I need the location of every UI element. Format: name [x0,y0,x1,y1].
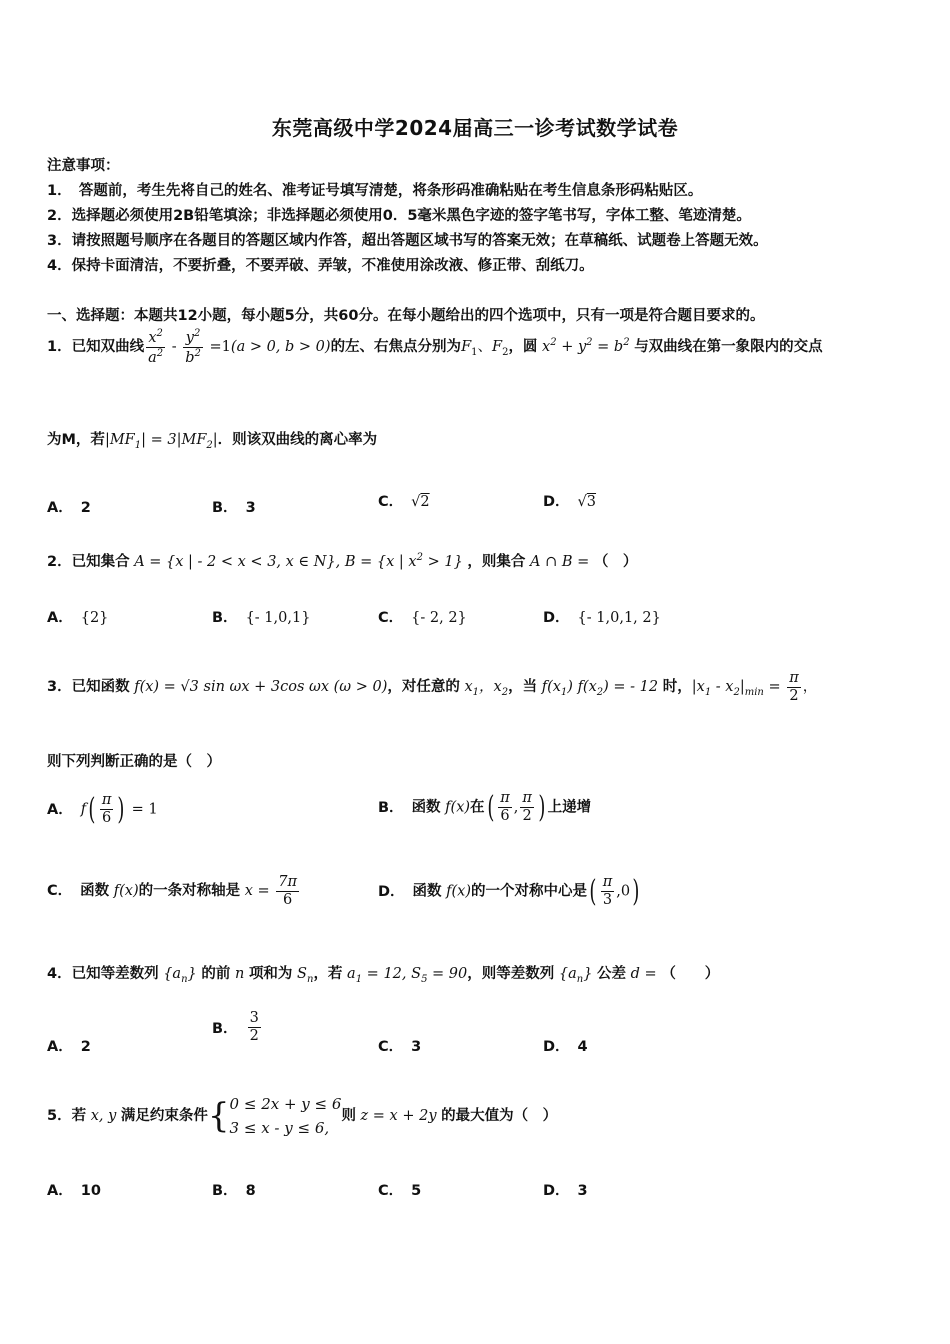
question-4: 4．已知等差数列 $\{a_n\}$ 的前 n 项和为 $S_n$，若 $a_1 = 12$, $S_5 = 90$，则等差数列 $\{a_n\}$ 公差 d = （ ） [47,966,720,985]
q3-option-b[interactable]: B． 函数 f(x)在( $\frac{\pi}{6}$ , $\frac{\pi}{2}$ ) 上递增 [378,790,592,825]
q5-tail: 的最大值为（ ） [441,1108,558,1124]
q5-prefix: 5．若 [47,1108,87,1124]
question-2: 2．已知集合 A = {x | - 2 < x < 3, x ∈ N}, B = {x | $x^2 > 1$} ，则集合 A ∩ B = （ ） [47,552,638,570]
q4-prefix: 4．已知等差数列 [47,966,159,982]
q2-prefix: 2．已知集合 [47,554,130,570]
question-3-line2: 则下列判断正确的是（ ） [47,754,221,770]
page-title: 东莞高级中学2024届高三一诊考试数学试卷 [271,116,679,140]
notice-item: 2．选择题必须使用2B铅笔填涂；非选择题必须使用0．5毫米黑色字迹的签字笔书写，字体工整、笔迹清楚。 [47,208,751,224]
q1-mid: 的左、右焦点分别为 [330,339,462,355]
q2-option-a[interactable]: A． {2} [47,610,109,626]
q1-frac-x: $\frac{x^2}{a^2}$ [148,328,164,366]
q1-option-a[interactable]: A． 2 [47,500,91,516]
notice-item: 3．请按照题号顺序在各题目的答题区域内作答，超出答题区域书写的答案无效；在草稿纸、试题卷上答题无效。 [47,233,768,249]
q5-option-a[interactable]: A． 10 [47,1183,101,1199]
question-1-line2: 为M，若$|MF_1| = 3|MF_2|$．则该双曲线的离心率为 [47,432,378,451]
question-1: 1．已知双曲线 $\frac{x^2}{a^2}$ - $\frac{y^2}{b^2}$ =1(a > 0, b > 0)的左、右焦点分别为$F_1$、$F_2$，圆 $x^2 + y^2 = b^2$ 与双曲线在第一象限内的交点 [47,328,823,366]
notice-item: 4．保持卡面清洁，不要折叠，不要弄破、弄皱，不准使用涂改液、修正带、刮纸刀。 [47,258,594,274]
q5-mid: 满足约束条件 [120,1108,208,1124]
q2-end: （ ） [593,554,638,570]
q5-constraints: 0 ≤ 2x + y ≤ 6 3 ≤ x - y ≤ 6, [229,1095,342,1137]
notice-item: 1． 答题前，考生先将自己的姓名、准考证号填写清楚，将条形码准确粘贴在考生信息条形码粘贴区。 [47,183,703,199]
q1-option-c[interactable]: C． √2 [378,494,430,510]
q1-line2-tail: ．则该双曲线的离心率为 [217,432,378,448]
q3-option-c[interactable]: C． 函数 f(x)的一条对称轴是 x = $\frac{7\pi}{6}$ [47,874,298,908]
q1-line2-prefix: 为M，若 [47,432,105,448]
q5-option-c[interactable]: C． 5 [378,1183,422,1199]
q4-mid: 的前 [201,966,231,982]
q1-option-d[interactable]: D． √3 [543,494,597,510]
q2-option-c[interactable]: C． {- 2, 2} [378,610,467,626]
q4-tail: 公差 [597,966,627,982]
q1-prefix: 1．已知双曲线 [47,339,145,355]
section-heading: 一、选择题：本题共12小题，每小题5分，共60分。在每小题给出的四个选项中，只有一项是符合题目要求的。 [47,308,765,324]
notice-heading: 注意事项： [47,158,120,174]
q3-when: ，当 [508,679,538,696]
q4-end: （ ） [661,966,720,982]
q4-option-c[interactable]: C． 3 [378,1039,422,1055]
q4-option-a[interactable]: A． 2 [47,1039,91,1055]
q5-then: 则 [341,1108,356,1124]
q1-frac-y: $\frac{y^2}{b^2}$ [185,328,201,366]
q2-tail: ，则集合 [467,554,526,570]
q3-prefix: 3．已知函数 [47,679,130,696]
q5-option-d[interactable]: D． 3 [543,1183,588,1199]
question-5: 5．若 x, y 满足约束条件{ 0 ≤ 2x + y ≤ 6 3 ≤ x - y ≤ 6, 则 z = x + 2y 的最大值为（ ） [47,1092,557,1140]
q2-option-d[interactable]: D． {- 1,0,1, 2} [543,610,661,626]
q4-mid2: 项和为 [248,966,293,982]
q3-option-a[interactable]: A． f( $\frac{\pi}{6}$ ) = 1 [47,792,158,827]
q1-option-b[interactable]: B． 3 [212,500,256,516]
q5-option-b[interactable]: B． 8 [212,1183,256,1199]
q3-option-d[interactable]: D． 函数 f(x)的一个对称中心是( $\frac{\pi}{3}$ ,0) [378,874,640,909]
q3-mid: ，对任意的 [387,679,460,696]
q4-if: ，若 [313,966,343,982]
q4-then: ，则等差数列 [467,966,555,982]
q3-time: 时， [662,679,692,696]
q1-circle: ，圆 [508,339,538,355]
q2-option-b[interactable]: B． {- 1,0,1} [212,610,311,626]
question-3: 3．已知函数 f(x) = √3 sin ωx + 3cos ωx (ω > 0)，对任意的 $x_1$，$x_2$，当 $f(x_1) f(x_2)$ = - 12 时，$|x_1 - x_2|_{min}$ = $\frac{\pi}{2}$ ， [47,670,818,704]
q4-option-d[interactable]: D． 4 [543,1039,588,1055]
q1-tail: 与双曲线在第一象限内的交点 [634,339,823,355]
q4-option-b[interactable]: B． $\frac{3}{2}$ [212,1010,259,1044]
